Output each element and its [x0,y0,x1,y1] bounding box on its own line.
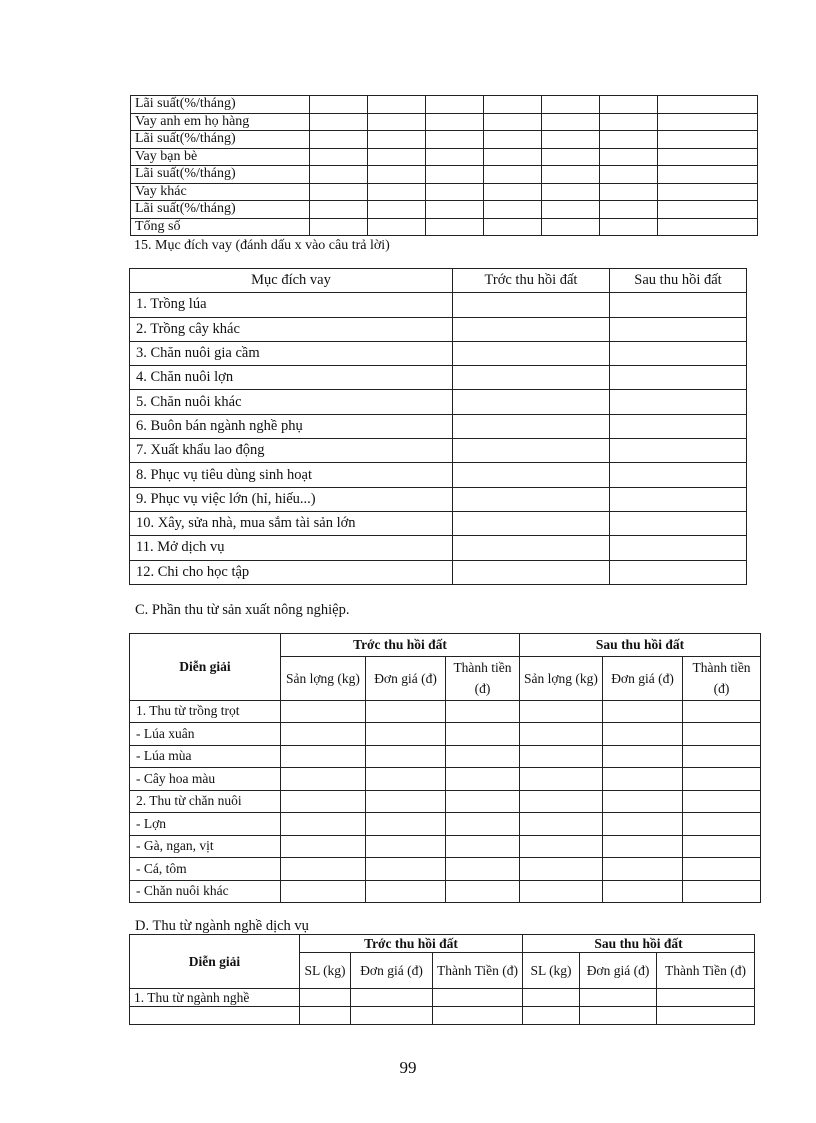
loan-table [130,95,758,236]
entry-cell[interactable] [520,880,603,903]
row-label: 4. Chăn nuôi lợn [130,366,453,390]
entry-cell[interactable] [610,439,747,463]
entry-cell[interactable] [446,723,520,746]
entry-cell[interactable] [658,113,758,131]
entry-cell[interactable] [484,148,542,166]
entry-cell[interactable] [453,293,610,317]
entry-cell[interactable] [603,745,683,768]
entry-cell[interactable] [281,700,366,723]
row-label: Lãi suất(%/tháng) [131,166,310,184]
entry-cell[interactable] [368,113,426,131]
entry-cell[interactable] [426,166,484,184]
entry-cell[interactable] [603,835,683,858]
entry-cell[interactable] [610,414,747,438]
entry-cell[interactable] [426,148,484,166]
entry-cell[interactable] [683,858,761,881]
entry-cell[interactable] [453,366,610,390]
row-label: - Cây hoa màu [130,768,281,791]
entry-cell[interactable] [281,768,366,791]
row-label: 12. Chi cho học tập [130,560,453,584]
entry-cell[interactable] [426,96,484,114]
entry-cell[interactable] [542,183,600,201]
entry-cell[interactable] [310,131,368,149]
row-label: 9. Phục vụ việc lớn (hỉ, hiếu...) [130,487,453,511]
table-row [131,96,758,114]
subheader-cell: Đơn giá (đ) [366,656,446,700]
section-d-caption: D. Thu từ ngành nghề dịch vụ [135,918,309,934]
table-row [130,293,747,317]
entry-cell[interactable] [453,463,610,487]
table-row [131,218,758,236]
entry-cell[interactable] [603,790,683,813]
subheader-cell: SL (kg) [300,953,351,989]
table-row [130,366,747,390]
entry-cell[interactable] [520,723,603,746]
row-label: 6. Buôn bán ngành nghề phụ [130,414,453,438]
entry-cell[interactable] [368,131,426,149]
entry-cell[interactable] [520,700,603,723]
entry-cell[interactable] [542,201,600,219]
table-row [131,183,758,201]
entry-cell[interactable] [484,183,542,201]
subheader-cell: SL (kg) [523,953,580,989]
row-label: - Lúa mùa [130,745,281,768]
entry-cell[interactable] [683,723,761,746]
entry-cell[interactable] [610,293,747,317]
entry-cell[interactable] [683,768,761,791]
entry-cell[interactable] [453,341,610,365]
table-row [130,463,747,487]
entry-cell[interactable] [658,148,758,166]
table-row [130,723,761,746]
table-row [130,989,755,1007]
entry-cell[interactable] [520,813,603,836]
entry-cell[interactable] [610,463,747,487]
entry-cell[interactable] [366,745,446,768]
loan-purpose-table [129,268,747,585]
entry-cell[interactable] [310,166,368,184]
entry-cell[interactable] [484,96,542,114]
entry-cell[interactable] [426,218,484,236]
entry-cell[interactable] [683,813,761,836]
entry-cell[interactable] [542,131,600,149]
entry-cell[interactable] [610,341,747,365]
entry-cell[interactable] [523,1007,580,1025]
table-row [131,113,758,131]
entry-cell[interactable] [426,201,484,219]
entry-cell[interactable] [453,487,610,511]
entry-cell[interactable] [368,148,426,166]
entry-cell[interactable] [542,96,600,114]
table-row [130,414,747,438]
entry-cell[interactable] [600,166,658,184]
section-c-caption: C. Phần thu từ sản xuất nông nghiệp. [135,602,350,618]
row-label: Lãi suất(%/tháng) [131,96,310,114]
entry-cell[interactable] [281,790,366,813]
after-header: Sau thu hồi đất [520,634,761,657]
table-header-row [130,935,755,953]
entry-cell[interactable] [281,835,366,858]
entry-cell[interactable] [542,148,600,166]
entry-cell[interactable] [453,439,610,463]
entry-cell[interactable] [281,723,366,746]
entry-cell[interactable] [426,183,484,201]
entry-cell[interactable] [300,1007,351,1025]
entry-cell[interactable] [683,790,761,813]
entry-cell[interactable] [603,723,683,746]
table-row [130,390,747,414]
subheader-cell: Đơn giá (đ) [580,953,657,989]
entry-cell[interactable] [603,768,683,791]
entry-cell[interactable] [368,201,426,219]
table-row [130,700,761,723]
entry-cell[interactable] [683,880,761,903]
entry-cell[interactable] [368,183,426,201]
entry-cell[interactable] [446,700,520,723]
entry-cell[interactable] [600,201,658,219]
entry-cell[interactable] [368,218,426,236]
entry-cell[interactable] [446,835,520,858]
entry-cell[interactable] [658,131,758,149]
entry-cell[interactable] [610,560,747,584]
header-cell: Sau thu hồi đất [610,269,747,293]
entry-cell[interactable] [603,880,683,903]
entry-cell[interactable] [453,511,610,535]
entry-cell[interactable] [600,183,658,201]
entry-cell[interactable] [610,366,747,390]
entry-cell[interactable] [281,813,366,836]
entry-cell[interactable] [426,113,484,131]
row-label: - Chăn nuôi khác [130,880,281,903]
entry-cell[interactable] [610,317,747,341]
entry-cell[interactable] [366,723,446,746]
entry-cell[interactable] [310,96,368,114]
entry-cell[interactable] [603,700,683,723]
table-row [130,745,761,768]
entry-cell[interactable] [433,1007,523,1025]
header-cell: Mục đích vay [130,269,453,293]
table-row [131,166,758,184]
row-label: - Lợn [130,813,281,836]
entry-cell[interactable] [281,745,366,768]
entry-cell[interactable] [484,166,542,184]
table-row [130,858,761,881]
entry-cell[interactable] [600,96,658,114]
entry-cell[interactable] [683,745,761,768]
entry-cell[interactable] [281,858,366,881]
service-income-table [129,934,755,1025]
entry-cell[interactable] [484,113,542,131]
entry-cell[interactable] [366,700,446,723]
entry-cell[interactable] [600,218,658,236]
table-row [130,1007,755,1025]
row-label: - Gà, ngan, vịt [130,835,281,858]
entry-cell[interactable] [484,218,542,236]
entry-cell[interactable] [600,113,658,131]
table-row [130,536,747,560]
entry-cell[interactable] [484,201,542,219]
table-row [130,813,761,836]
entry-cell[interactable] [657,989,755,1007]
entry-cell[interactable] [600,131,658,149]
entry-cell[interactable] [366,835,446,858]
row-label: 2. Trồng cây khác [130,317,453,341]
table-row [130,317,747,341]
entry-cell[interactable] [453,317,610,341]
row-label: 11. Mở dịch vụ [130,536,453,560]
table-row [130,439,747,463]
entry-cell[interactable] [366,880,446,903]
entry-cell[interactable] [520,835,603,858]
subheader-cell: Đơn giá (đ) [603,656,683,700]
entry-cell[interactable] [433,989,523,1007]
entry-cell[interactable] [446,880,520,903]
entry-cell[interactable] [658,183,758,201]
entry-cell[interactable] [351,989,433,1007]
entry-cell[interactable] [520,768,603,791]
agriculture-income-table [129,633,761,903]
entry-cell[interactable] [351,1007,433,1025]
entry-cell[interactable] [520,858,603,881]
row-label: 10. Xây, sửa nhà, mua sắm tài sản lớn [130,511,453,535]
entry-cell[interactable] [580,1007,657,1025]
entry-cell[interactable] [366,858,446,881]
entry-cell[interactable] [368,166,426,184]
table-row [130,768,761,791]
row-label: Lãi suất(%/tháng) [131,131,310,149]
row-label: - Lúa xuân [130,723,281,746]
entry-cell[interactable] [658,96,758,114]
entry-cell[interactable] [310,113,368,131]
page-number: 99 [399,1058,417,1077]
entry-cell[interactable] [310,201,368,219]
entry-cell[interactable] [610,390,747,414]
table-row [131,148,758,166]
table-row [131,201,758,219]
subheader-cell: Đơn giá (đ) [351,953,433,989]
entry-cell[interactable] [366,790,446,813]
table-row [130,790,761,813]
table-row [130,511,747,535]
entry-cell[interactable] [542,166,600,184]
col-label: Diễn giải [130,935,300,989]
row-label [130,1007,300,1025]
subheader-cell: Thành Tiền (đ) [433,953,523,989]
row-label: 1. Thu từ ngành nghề [130,989,300,1007]
subheader-cell: Thành tiền (đ) [446,656,520,700]
entry-cell[interactable] [657,1007,755,1025]
entry-cell[interactable] [542,218,600,236]
entry-cell[interactable] [603,858,683,881]
row-label: Tổng số [131,218,310,236]
row-label: 7. Xuất khẩu lao động [130,439,453,463]
entry-cell[interactable] [683,700,761,723]
entry-cell[interactable] [446,813,520,836]
subheader-cell: Sản lợng (kg) [281,656,366,700]
row-label: 5. Chăn nuôi khác [130,390,453,414]
entry-cell[interactable] [484,131,542,149]
row-label: 1. Trồng lúa [130,293,453,317]
table-row [130,880,761,903]
before-header: Trớc thu hồi đất [281,634,520,657]
table-row [130,835,761,858]
table-row [130,341,747,365]
entry-cell[interactable] [610,487,747,511]
entry-cell[interactable] [523,989,580,1007]
row-label: - Cá, tôm [130,858,281,881]
entry-cell[interactable] [368,96,426,114]
subheader-cell: Sản lợng (kg) [520,656,603,700]
entry-cell[interactable] [310,148,368,166]
subheader-cell: Thành tiền (đ) [683,656,761,700]
entry-cell[interactable] [446,768,520,791]
col-label: Diễn giải [130,634,281,701]
entry-cell[interactable] [453,560,610,584]
subheader-cell: Thành Tiền (đ) [657,953,755,989]
header-cell: Trớc thu hồi đất [453,269,610,293]
entry-cell[interactable] [310,183,368,201]
entry-cell[interactable] [281,880,366,903]
entry-cell[interactable] [610,536,747,560]
entry-cell[interactable] [683,835,761,858]
table-header-row [130,634,761,657]
entry-cell[interactable] [310,218,368,236]
row-label: Vay bạn bè [131,148,310,166]
entry-cell[interactable] [580,989,657,1007]
entry-cell[interactable] [446,858,520,881]
entry-cell[interactable] [366,813,446,836]
table-header-row [130,269,747,293]
entry-cell[interactable] [610,511,747,535]
row-label: 3. Chăn nuôi gia cầm [130,341,453,365]
table-row [131,131,758,149]
entry-cell[interactable] [300,989,351,1007]
entry-cell[interactable] [658,166,758,184]
after-header: Sau thu hồi đất [523,935,755,953]
entry-cell[interactable] [600,148,658,166]
table-row [130,560,747,584]
entry-cell[interactable] [658,218,758,236]
row-label: Vay anh em họ hàng [131,113,310,131]
row-label: 2. Thu từ chăn nuôi [130,790,281,813]
entry-cell[interactable] [603,813,683,836]
entry-cell[interactable] [658,201,758,219]
row-label: 8. Phục vụ tiêu dùng sinh hoạt [130,463,453,487]
entry-cell[interactable] [366,768,446,791]
entry-cell[interactable] [426,131,484,149]
before-header: Trớc thu hồi đất [300,935,523,953]
entry-cell[interactable] [453,390,610,414]
row-label: Lãi suất(%/tháng) [131,201,310,219]
entry-cell[interactable] [520,790,603,813]
section-15-caption: 15. Mục đích vay (đánh dấu x vào câu trả lời) [134,238,390,253]
row-label: 1. Thu từ trồng trọt [130,700,281,723]
entry-cell[interactable] [446,745,520,768]
entry-cell[interactable] [453,414,610,438]
row-label: Vay khác [131,183,310,201]
entry-cell[interactable] [542,113,600,131]
entry-cell[interactable] [520,745,603,768]
table-row [130,487,747,511]
entry-cell[interactable] [446,790,520,813]
entry-cell[interactable] [453,536,610,560]
